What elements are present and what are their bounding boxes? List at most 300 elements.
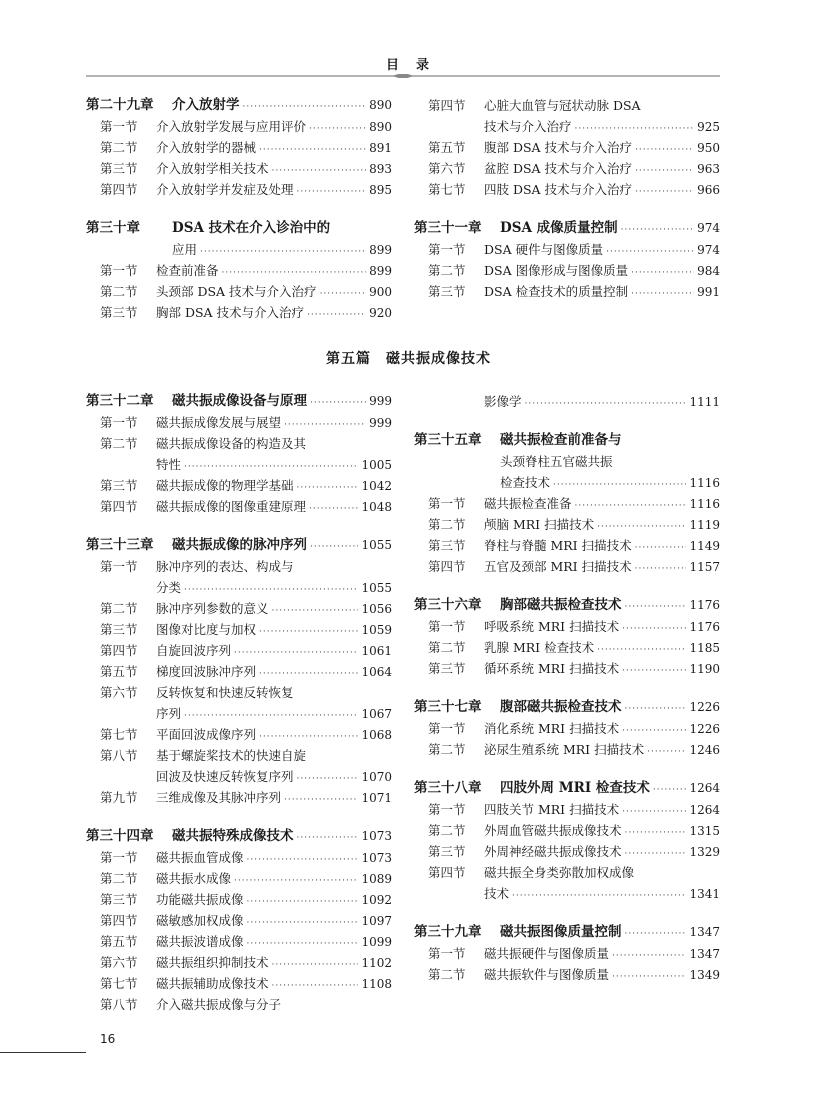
toc-chapter-entry[interactable] bbox=[414, 922, 720, 943]
toc-section-entry[interactable] bbox=[86, 745, 392, 766]
section-label: 第二节 bbox=[428, 263, 466, 278]
page-ref: 984 bbox=[697, 264, 720, 278]
toc-section-entry[interactable] bbox=[414, 472, 720, 493]
toc-section-entry[interactable] bbox=[86, 994, 392, 1015]
entry-title: 磁共振组织抑制技术 bbox=[156, 955, 269, 970]
section-label: 第七节 bbox=[100, 976, 138, 991]
toc-section-entry[interactable] bbox=[86, 931, 392, 952]
page-ref: 1064 bbox=[361, 665, 392, 679]
page-ref: 920 bbox=[369, 306, 392, 320]
toc-chapter-entry[interactable] bbox=[414, 595, 720, 616]
chapter-label: 第三十三章 bbox=[86, 537, 154, 553]
page-ref: 1005 bbox=[361, 458, 392, 472]
section-label: 第三节 bbox=[100, 892, 138, 907]
toc-chapter-entry[interactable] bbox=[86, 95, 392, 116]
entry-title-line bbox=[484, 95, 720, 116]
page-ref: 991 bbox=[697, 285, 720, 299]
entry-title: 图像对比度与加权 bbox=[156, 622, 257, 637]
toc-section-entry[interactable] bbox=[414, 137, 720, 158]
entry-title: 四肢关节 MRI 扫描技术 bbox=[484, 802, 620, 817]
section-label: 第二节 bbox=[428, 742, 466, 757]
toc-section-entry[interactable] bbox=[86, 412, 392, 433]
dot-leader bbox=[309, 499, 358, 520]
page-ref: 900 bbox=[369, 285, 392, 299]
page-ref: 1070 bbox=[361, 770, 392, 784]
toc-chapter-entry[interactable] bbox=[86, 218, 392, 239]
section-label: 第一节 bbox=[428, 946, 466, 961]
toc-section-entry[interactable] bbox=[414, 391, 720, 412]
header-rule bbox=[86, 74, 720, 78]
toc-section-entry[interactable] bbox=[86, 847, 392, 868]
entry-title: 检查前准备 bbox=[156, 263, 219, 278]
section-label: 第三节 bbox=[100, 622, 138, 637]
page-ref: 1111 bbox=[689, 395, 720, 409]
toc-section-entry[interactable] bbox=[86, 239, 392, 260]
entry-title: DSA 图像形成与图像质量 bbox=[484, 263, 629, 278]
entry-title: 序列 bbox=[156, 706, 182, 721]
toc-section-entry[interactable] bbox=[86, 281, 392, 302]
page-ref: 1329 bbox=[689, 845, 720, 859]
dot-leader bbox=[307, 305, 366, 326]
section-label: 第三节 bbox=[428, 844, 466, 859]
dot-leader bbox=[612, 967, 686, 988]
entry-title: 胸部 DSA 技术与介入治疗 bbox=[156, 305, 305, 320]
page-ref: 966 bbox=[697, 183, 720, 197]
section-label: 第一节 bbox=[428, 802, 466, 817]
dot-leader bbox=[622, 661, 686, 682]
entry-title-line bbox=[500, 430, 720, 451]
dot-leader bbox=[647, 742, 686, 763]
chapter-label: 第三十八章 bbox=[414, 780, 482, 796]
page-ref: 1264 bbox=[689, 803, 720, 817]
toc-section-entry[interactable] bbox=[86, 260, 392, 281]
section-label: 第五节 bbox=[100, 664, 138, 679]
section-label: 第一节 bbox=[428, 619, 466, 634]
entry-title: 盆腔 DSA 技术与介入治疗 bbox=[484, 161, 633, 176]
page-ref: 1068 bbox=[361, 728, 392, 742]
toc-chapter-entry[interactable] bbox=[414, 697, 720, 718]
toc-chapter-entry[interactable] bbox=[414, 430, 720, 451]
toc-section-entry[interactable] bbox=[414, 95, 720, 116]
section-label: 第二节 bbox=[100, 436, 138, 451]
section-label: 第二节 bbox=[100, 601, 138, 616]
page-ref: 1116 bbox=[689, 476, 720, 490]
section-label: 第一节 bbox=[428, 242, 466, 257]
page-ref: 1048 bbox=[361, 500, 392, 514]
section-label: 第五节 bbox=[100, 934, 138, 949]
page-ref: 1097 bbox=[361, 914, 392, 928]
toc-section-entry[interactable] bbox=[414, 820, 720, 841]
entry-title-line bbox=[484, 281, 720, 305]
toc-chapter-entry[interactable] bbox=[86, 826, 392, 847]
entry-title: 胸部磁共振检查技术 bbox=[500, 597, 622, 613]
section-label: 第一节 bbox=[100, 119, 138, 134]
page-ref: 1341 bbox=[689, 887, 720, 901]
footer-rule bbox=[0, 1052, 86, 1053]
entry-title: 特性 bbox=[156, 457, 182, 472]
toc-section-entry[interactable] bbox=[86, 454, 392, 475]
dot-leader bbox=[297, 182, 367, 203]
toc-section-entry[interactable] bbox=[414, 658, 720, 679]
toc-section-entry[interactable] bbox=[86, 973, 392, 994]
entry-title: 自旋回波序列 bbox=[156, 643, 232, 658]
toc-section-entry[interactable] bbox=[86, 889, 392, 910]
section-label: 第一节 bbox=[428, 496, 466, 511]
toc-section-entry[interactable] bbox=[86, 640, 392, 661]
dot-leader bbox=[284, 790, 358, 811]
toc-section-entry[interactable] bbox=[86, 137, 392, 158]
toc-column-top-left bbox=[86, 95, 392, 323]
toc-section-entry[interactable] bbox=[86, 496, 392, 517]
entry-title: 磁共振全身类弥散加权成像 bbox=[484, 865, 635, 880]
toc-section-entry[interactable] bbox=[86, 787, 392, 808]
entry-title-line bbox=[156, 556, 392, 577]
dot-leader bbox=[621, 220, 694, 241]
section-label: 第四节 bbox=[100, 182, 138, 197]
entry-title: DSA 技术在介入诊治中的 bbox=[172, 220, 331, 236]
page-ref: 1264 bbox=[689, 781, 720, 795]
section-label: 第三节 bbox=[100, 305, 138, 320]
entry-title-line bbox=[484, 391, 720, 415]
toc-section-entry[interactable] bbox=[414, 739, 720, 760]
entry-title-line bbox=[500, 218, 720, 241]
section-label: 第四节 bbox=[428, 559, 466, 574]
entry-title: 介入磁共振成像与分子 bbox=[156, 997, 282, 1012]
entry-title-line bbox=[500, 922, 720, 945]
page-ref: 1157 bbox=[689, 560, 720, 574]
entry-title: 乳腺 MRI 检查技术 bbox=[484, 640, 595, 655]
section-label: 第三节 bbox=[428, 284, 466, 299]
section-label: 第四节 bbox=[428, 98, 466, 113]
dot-leader bbox=[525, 394, 687, 415]
toc-section-entry[interactable] bbox=[414, 493, 720, 514]
page-ref: 1073 bbox=[361, 851, 392, 865]
page-ref: 1089 bbox=[361, 872, 392, 886]
page-ref: 1042 bbox=[361, 479, 392, 493]
entry-title-line bbox=[172, 535, 392, 558]
toc-section-entry[interactable] bbox=[414, 964, 720, 985]
toc-section-entry[interactable] bbox=[86, 302, 392, 323]
entry-title: 磁敏感加权成像 bbox=[156, 913, 244, 928]
toc-section-entry[interactable] bbox=[414, 883, 720, 904]
entry-title: 磁共振血管成像 bbox=[156, 850, 244, 865]
entry-title: 磁共振成像的物理学基础 bbox=[156, 478, 294, 493]
dot-leader bbox=[653, 780, 687, 801]
toc-section-entry[interactable] bbox=[414, 718, 720, 739]
entry-title-line bbox=[156, 787, 392, 811]
chapter-label: 第三十七章 bbox=[414, 699, 482, 715]
toc-section-entry[interactable] bbox=[86, 179, 392, 200]
entry-title: 消化系统 MRI 扫描技术 bbox=[484, 721, 620, 736]
entry-title-line bbox=[484, 739, 720, 763]
page-ref: 1055 bbox=[361, 581, 392, 595]
page-ref: 891 bbox=[369, 141, 392, 155]
entry-title: 平面回波成像序列 bbox=[156, 727, 257, 742]
entry-title-line bbox=[484, 658, 720, 682]
entry-title-line bbox=[156, 496, 392, 520]
entry-title: 头颈脊柱五官磁共振 bbox=[500, 454, 613, 469]
entry-title: 磁共振软件与图像质量 bbox=[484, 967, 610, 982]
entry-title: 磁共振辅助成像技术 bbox=[156, 976, 269, 991]
section-label: 第三节 bbox=[100, 161, 138, 176]
section-label: 第八节 bbox=[100, 997, 138, 1012]
section-label: 第四节 bbox=[428, 865, 466, 880]
entry-title: 介入放射学 bbox=[172, 97, 240, 113]
page-ref: 999 bbox=[369, 394, 392, 408]
entry-title: 磁共振水成像 bbox=[156, 871, 232, 886]
entry-title-line bbox=[156, 745, 392, 766]
entry-title: 介入放射学发展与应用评价 bbox=[156, 119, 307, 134]
chapter-label: 第三十四章 bbox=[86, 828, 154, 844]
entry-title-line bbox=[172, 218, 392, 239]
entry-title: 脉冲序列的表达、构成与 bbox=[156, 559, 294, 574]
chapter-label: 第二十九章 bbox=[86, 97, 154, 113]
page-ref: 895 bbox=[369, 183, 392, 197]
dot-leader bbox=[310, 393, 366, 414]
page-ref: 999 bbox=[369, 416, 392, 430]
entry-title: 颅脑 MRI 扫描技术 bbox=[484, 517, 595, 532]
toc-section-entry[interactable] bbox=[86, 868, 392, 889]
section-label: 第九节 bbox=[100, 790, 138, 805]
toc-section-entry[interactable] bbox=[86, 433, 392, 454]
toc-section-entry[interactable] bbox=[86, 952, 392, 973]
chapter-label: 第三十章 bbox=[86, 220, 140, 236]
page-ref: 1347 bbox=[689, 925, 720, 939]
page-ref: 1067 bbox=[361, 707, 392, 721]
section-label: 第六节 bbox=[100, 685, 138, 700]
section-label: 第二节 bbox=[100, 871, 138, 886]
toc-section-entry[interactable] bbox=[86, 577, 392, 598]
toc-section-entry[interactable] bbox=[86, 475, 392, 496]
entry-title: 脉冲序列参数的意义 bbox=[156, 601, 269, 616]
section-label: 第八节 bbox=[100, 748, 138, 763]
page-ref: 1190 bbox=[689, 662, 720, 676]
toc-section-entry[interactable] bbox=[414, 116, 720, 137]
dot-leader bbox=[631, 284, 694, 305]
toc-section-entry[interactable] bbox=[414, 239, 720, 260]
entry-title: 三维成像及其脉冲序列 bbox=[156, 790, 282, 805]
toc-column-bottom-right bbox=[414, 391, 720, 985]
page-ref: 1108 bbox=[361, 977, 392, 991]
toc-section-entry[interactable] bbox=[414, 943, 720, 964]
section-label: 第七节 bbox=[428, 182, 466, 197]
toc-section-entry[interactable] bbox=[414, 799, 720, 820]
toc-section-entry[interactable] bbox=[414, 535, 720, 556]
dot-leader bbox=[625, 924, 687, 945]
section-label: 第七节 bbox=[100, 727, 138, 742]
toc-chapter-entry[interactable] bbox=[414, 218, 720, 239]
section-label: 第二节 bbox=[428, 823, 466, 838]
entry-title: 基于螺旋桨技术的快速自旋 bbox=[156, 748, 307, 763]
entry-title-line bbox=[172, 391, 392, 414]
entry-title: 影像学 bbox=[484, 394, 522, 409]
toc-chapter-entry[interactable] bbox=[414, 778, 720, 799]
chapter-label: 第三十一章 bbox=[414, 220, 482, 236]
dot-leader bbox=[512, 886, 686, 907]
toc-section-entry[interactable] bbox=[86, 619, 392, 640]
entry-title: 循环系统 MRI 扫描技术 bbox=[484, 661, 620, 676]
toc-section-entry[interactable] bbox=[414, 841, 720, 862]
entry-title: 磁共振成像设备的构造及其 bbox=[156, 436, 307, 451]
entry-title: 回波及快速反转恢复序列 bbox=[156, 769, 294, 784]
chapter-label: 第三十九章 bbox=[414, 924, 482, 940]
section-label: 第二节 bbox=[100, 284, 138, 299]
dot-leader bbox=[310, 537, 358, 558]
page-ref: 950 bbox=[697, 141, 720, 155]
page-ref: 1061 bbox=[361, 644, 392, 658]
toc-section-entry[interactable] bbox=[86, 661, 392, 682]
entry-title: 磁共振成像的脉冲序列 bbox=[172, 537, 307, 553]
entry-title-line bbox=[156, 682, 392, 703]
page-ref: 893 bbox=[369, 162, 392, 176]
entry-title: 技术与介入治疗 bbox=[484, 119, 572, 134]
section-label: 第六节 bbox=[100, 955, 138, 970]
toc-section-entry[interactable] bbox=[414, 556, 720, 577]
entry-title: 磁共振成像设备与原理 bbox=[172, 393, 307, 409]
toc-section-entry[interactable] bbox=[86, 158, 392, 179]
toc-section-entry[interactable] bbox=[414, 260, 720, 281]
entry-title: 头颈部 DSA 技术与介入治疗 bbox=[156, 284, 317, 299]
page-ref: 1073 bbox=[361, 829, 392, 843]
section-label: 第五节 bbox=[428, 140, 466, 155]
entry-title-line bbox=[156, 179, 392, 203]
toc-section-entry[interactable] bbox=[414, 451, 720, 472]
dot-leader bbox=[635, 559, 687, 580]
section-label: 第四节 bbox=[100, 499, 138, 514]
entry-title-line bbox=[156, 994, 392, 1015]
entry-title: 磁共振图像质量控制 bbox=[500, 924, 622, 940]
page-ref: 974 bbox=[697, 243, 720, 257]
dot-leader bbox=[297, 828, 359, 849]
entry-title-line bbox=[500, 595, 720, 618]
toc-section-entry[interactable] bbox=[86, 766, 392, 787]
page-ref: 963 bbox=[697, 162, 720, 176]
section-label: 第四节 bbox=[100, 643, 138, 658]
toc-section-entry[interactable] bbox=[86, 910, 392, 931]
entry-title: 四肢外周 MRI 检查技术 bbox=[500, 780, 650, 796]
toc-chapter-entry[interactable] bbox=[86, 391, 392, 412]
page-ref: 1056 bbox=[361, 602, 392, 616]
section-label: 第一节 bbox=[100, 263, 138, 278]
entry-title: 检查技术 bbox=[500, 475, 551, 490]
entry-title-line bbox=[172, 95, 392, 118]
dot-leader bbox=[625, 597, 687, 618]
entry-title: 磁共振硬件与图像质量 bbox=[484, 946, 610, 961]
entry-title: DSA 检查技术的质量控制 bbox=[484, 284, 629, 299]
entry-title: 五官及颈部 MRI 扫描技术 bbox=[484, 559, 632, 574]
entry-title-line bbox=[484, 862, 720, 883]
entry-title: 技术 bbox=[484, 886, 510, 901]
page-ref: 925 bbox=[697, 120, 720, 134]
toc-section-entry[interactable] bbox=[86, 682, 392, 703]
entry-title: 应用 bbox=[172, 242, 198, 257]
entry-title: 磁共振波谱成像 bbox=[156, 934, 244, 949]
page-ref: 1246 bbox=[689, 743, 720, 757]
toc-section-entry[interactable] bbox=[414, 616, 720, 637]
toc-section-entry[interactable] bbox=[414, 862, 720, 883]
section-label: 第三节 bbox=[100, 478, 138, 493]
toc-section-entry[interactable] bbox=[86, 116, 392, 137]
page-ref: 1226 bbox=[689, 700, 720, 714]
entry-title: 磁共振成像发展与展望 bbox=[156, 415, 282, 430]
entry-title-line bbox=[156, 302, 392, 326]
page-ref: 1099 bbox=[361, 935, 392, 949]
page-ref: 1349 bbox=[689, 968, 720, 982]
page-ref: 890 bbox=[369, 120, 392, 134]
entry-title: 泌尿生殖系统 MRI 扫描技术 bbox=[484, 742, 645, 757]
section-label: 第一节 bbox=[100, 559, 138, 574]
entry-title: 磁共振检查前准备与 bbox=[500, 432, 622, 448]
toc-section-entry[interactable] bbox=[414, 158, 720, 179]
section-label: 第一节 bbox=[428, 721, 466, 736]
entry-title-line bbox=[156, 433, 392, 454]
page-ref: 1149 bbox=[689, 539, 720, 553]
page-ref: 1176 bbox=[689, 620, 720, 634]
entry-title: 介入放射学的器械 bbox=[156, 140, 257, 155]
entry-title: 功能磁共振成像 bbox=[156, 892, 244, 907]
section-label: 第二节 bbox=[428, 517, 466, 532]
entry-title: 外周神经磁共振成像技术 bbox=[484, 844, 622, 859]
entry-title: 分类 bbox=[156, 580, 182, 595]
entry-title-line bbox=[500, 697, 720, 720]
chapter-label: 第三十五章 bbox=[414, 432, 482, 448]
page-ref: 1092 bbox=[361, 893, 392, 907]
toc-section-entry[interactable] bbox=[86, 724, 392, 745]
section-label: 第二节 bbox=[428, 967, 466, 982]
section-label: 第四节 bbox=[100, 913, 138, 928]
chapter-label: 第三十六章 bbox=[414, 597, 482, 613]
toc-section-entry[interactable] bbox=[86, 703, 392, 724]
section-label: 第六节 bbox=[428, 161, 466, 176]
section-label: 第二节 bbox=[100, 140, 138, 155]
entry-title: 呼吸系统 MRI 扫描技术 bbox=[484, 619, 620, 634]
toc-section-entry[interactable] bbox=[414, 281, 720, 302]
entry-title: 腹部磁共振检查技术 bbox=[500, 699, 622, 715]
toc-section-entry[interactable] bbox=[86, 556, 392, 577]
toc-section-entry[interactable] bbox=[414, 514, 720, 535]
page-ref: 1116 bbox=[689, 497, 720, 511]
toc-column-bottom-left bbox=[86, 391, 392, 1015]
entry-title: 磁共振检查准备 bbox=[484, 496, 572, 511]
dot-leader bbox=[625, 699, 687, 720]
entry-title: 磁共振特殊成像技术 bbox=[172, 828, 294, 844]
entry-title: 介入放射学相关技术 bbox=[156, 161, 269, 176]
chapter-label: 第三十二章 bbox=[86, 393, 154, 409]
entry-title: 脊柱与脊髓 MRI 扫描技术 bbox=[484, 538, 632, 553]
toc-section-entry[interactable] bbox=[414, 179, 720, 200]
page-ref: 899 bbox=[369, 243, 392, 257]
page-ref: 890 bbox=[369, 98, 392, 112]
entry-title: 四肢 DSA 技术与介入治疗 bbox=[484, 182, 633, 197]
page-ref: 1176 bbox=[689, 598, 720, 612]
page-ref: 1102 bbox=[361, 956, 392, 970]
page-ref: 1119 bbox=[689, 518, 720, 532]
entry-title: 腹部 DSA 技术与介入治疗 bbox=[484, 140, 633, 155]
page-ref: 1315 bbox=[689, 824, 720, 838]
entry-title: 梯度回波脉冲序列 bbox=[156, 664, 257, 679]
page-ref: 899 bbox=[369, 264, 392, 278]
page-ref: 1055 bbox=[361, 538, 392, 552]
page-ref: 1226 bbox=[689, 722, 720, 736]
toc-section-entry[interactable] bbox=[86, 598, 392, 619]
entry-title-line bbox=[484, 883, 720, 907]
entry-title: 介入放射学并发症及处理 bbox=[156, 182, 294, 197]
entry-title-line bbox=[500, 451, 720, 472]
entry-title-line bbox=[500, 778, 720, 801]
toc-chapter-entry[interactable] bbox=[86, 535, 392, 556]
toc-section-entry[interactable] bbox=[414, 637, 720, 658]
entry-title-line bbox=[484, 179, 720, 203]
